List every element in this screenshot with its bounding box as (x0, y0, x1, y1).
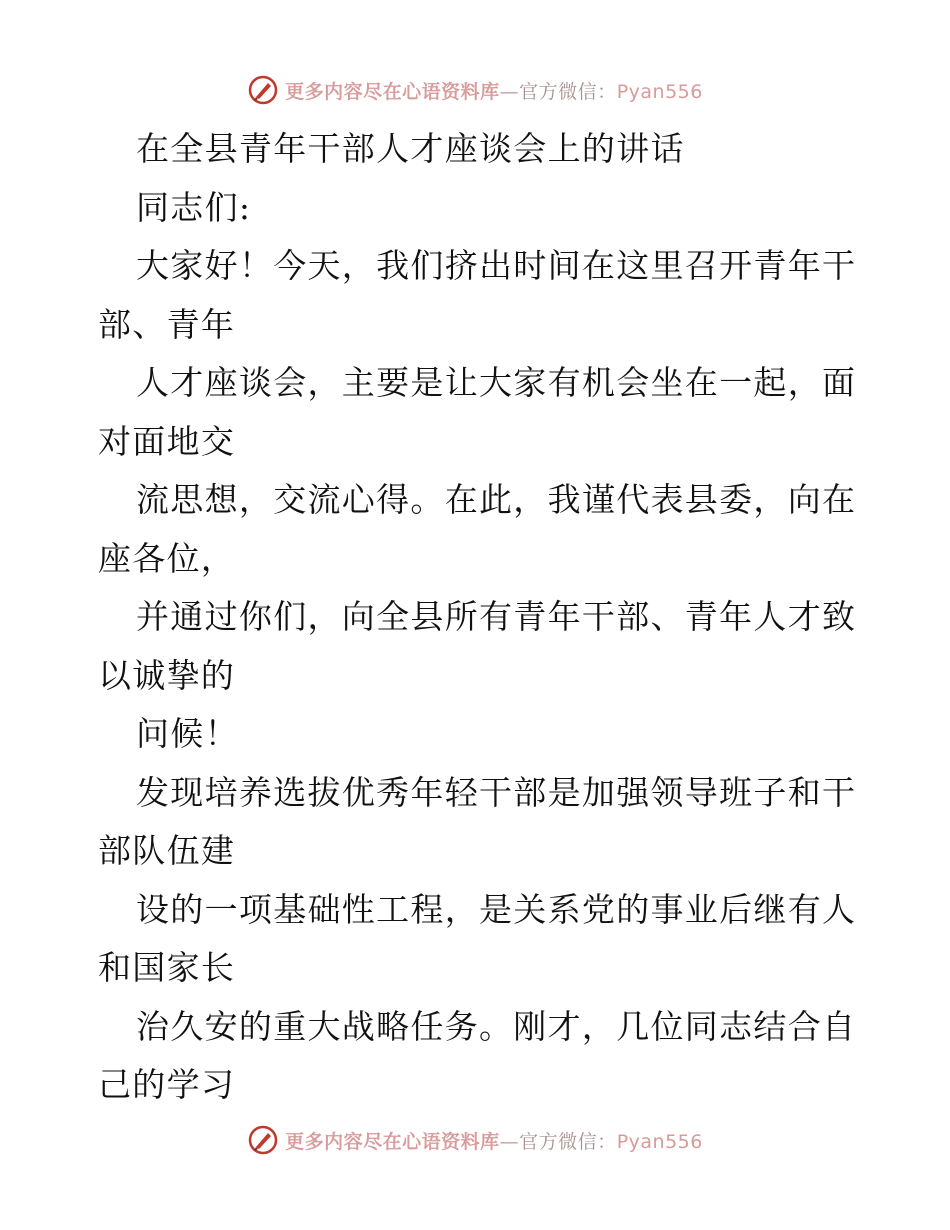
watermark-text (285, 1127, 703, 1154)
watermark-separator: — (499, 1130, 520, 1153)
text-line: 设的一项基础性工程，是关系党的事业后继有人 (136, 889, 857, 929)
footer-watermark (0, 1120, 950, 1160)
text-line: 以诚挚的 (98, 655, 236, 695)
text-line: 对面地交 (98, 421, 236, 461)
watermark-separator: — (499, 80, 520, 103)
watermark-wechat-id: Pyan556 (616, 80, 703, 103)
text-line: 己的学习 (98, 1065, 236, 1104)
watermark-text (285, 77, 703, 104)
text-line: 流思想，交流心得。在此，我谨代表县委，向在 (136, 480, 857, 519)
text-line: 治久安的重大战略任务。刚才，几位同志结合自 (136, 1006, 857, 1046)
pen-logo-icon (247, 74, 279, 106)
text-line: 部、青年 (98, 304, 236, 344)
text-line: 发现培养选拔优秀年轻干部是加强领导班子和干 (136, 772, 857, 812)
watermark-official: 官方微信： (519, 1130, 617, 1153)
text-line: 座各位， (98, 538, 236, 578)
text-line: 和国家长 (98, 948, 236, 987)
text-line: 并通过你们，向全县所有青年干部、青年人才致 (136, 597, 857, 636)
text-line: 人才座谈会，主要是让大家有机会坐在一起，面 (136, 363, 857, 402)
text-line: 大家好！今天，我们挤出时间在这里召开青年干 (136, 246, 857, 285)
watermark-official: 官方微信： (519, 80, 617, 103)
header-watermark (0, 70, 950, 110)
watermark-main: 更多内容尽在心语资料库 (285, 80, 500, 103)
document-title: 在全县青年干部人才座谈会上的讲话 (136, 129, 685, 168)
watermark-main: 更多内容尽在心语资料库 (285, 1130, 500, 1153)
text-line: 问候！ (136, 714, 239, 753)
pen-logo-icon (247, 1124, 279, 1156)
watermark-wechat-id: Pyan556 (616, 1130, 703, 1153)
text-line: 同志们: (136, 187, 252, 227)
document-body (98, 120, 858, 1115)
text-line: 部队伍建 (98, 831, 236, 870)
